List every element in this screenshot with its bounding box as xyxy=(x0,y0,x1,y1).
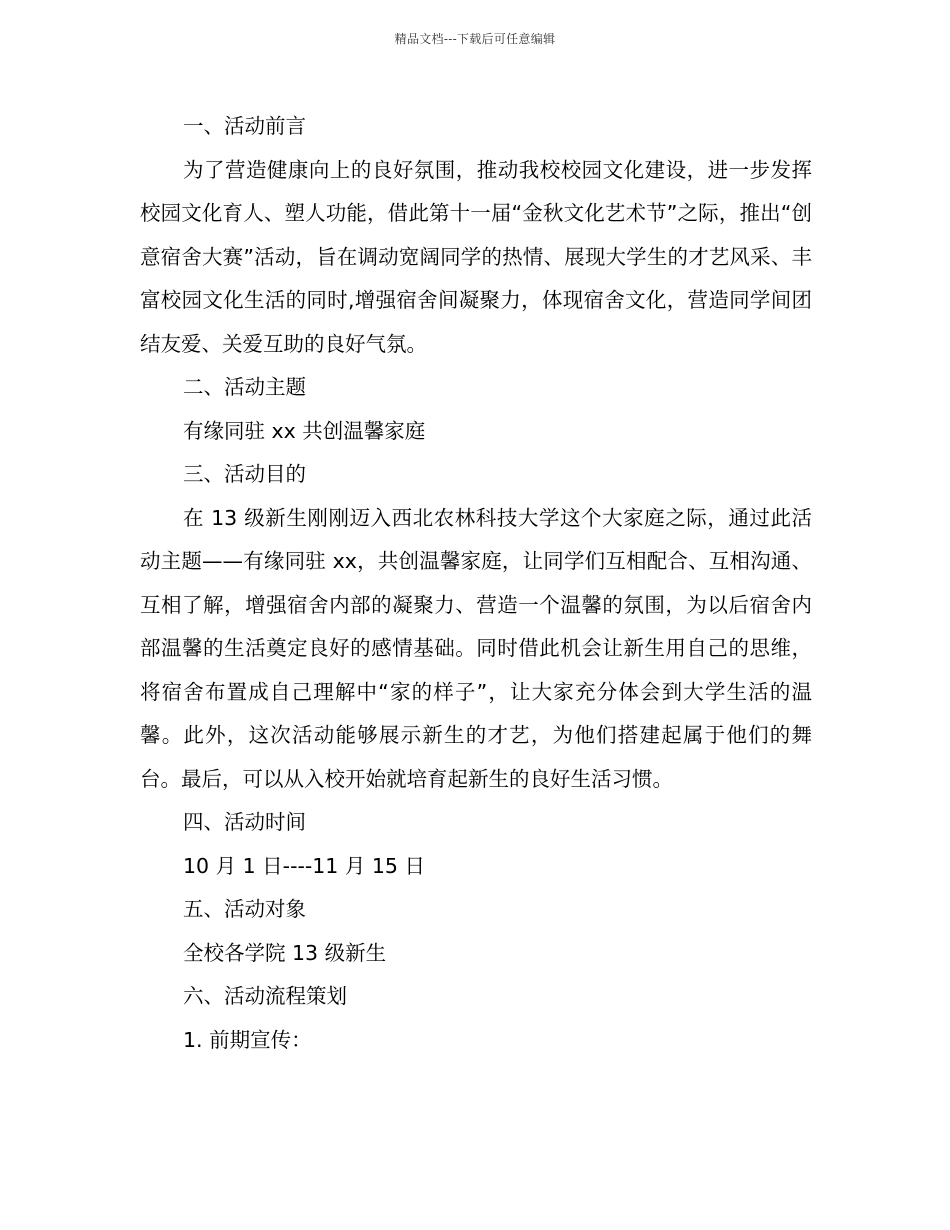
document-body xyxy=(140,105,812,1062)
section-heading-preface: 一、活动前言 xyxy=(183,114,306,138)
section-heading-purpose: 三、活动目的 xyxy=(183,462,306,486)
section-heading-process: 六、活动流程策划 xyxy=(183,984,347,1008)
paragraph-preface: 为了营造健康向上的良好氛围，推动我校校园文化建设，进一步发挥校园文化育人、塑人功能，借此第十一届“金秋文化艺术节”之际，推出“创意宿舍大赛”活动，旨在调动宽阔同学的热情、展现大学生的才艺风采、丰富校园文化生活的同时,增强宿舍间凝聚力，体现宿舍文化，营造同学间团结友爱、关爱互助的良好气氛。 xyxy=(140,157,812,356)
list-item-publicity: 1. 前期宣传： xyxy=(183,1027,312,1052)
paragraph-purpose: 在 13 级新生刚刚迈入西北农林科技大学这个大家庭之际，通过此活动主题——有缘同驻 xx，共创温馨家庭，让同学们互相配合、互相沟通、互相了解，增强宿舍内部的凝聚力、营造一个温馨的氛围，为以后宿舍内部温馨的生活奠定良好的感情基础。同时借此机会让新生用自己的思维，将宿舍布置成自己理解中“家的样子”，让大家充分体会到大学生活的温馨。此外，这次活动能够展示新生的才艺，为他们搭建起属于他们的舞台。最后，可以从入校开始就培育起新生的良好生活习惯。 xyxy=(140,505,812,791)
paragraph-time: 10 月 1 日----11 月 15 日 xyxy=(183,853,425,878)
page-header: 精品文档---下载后可任意编辑 xyxy=(394,32,556,46)
section-heading-audience: 五、活动对象 xyxy=(183,897,306,921)
paragraph-audience: 全校各学院 13 级新生 xyxy=(183,940,387,965)
section-heading-time: 四、活动时间 xyxy=(183,810,306,834)
paragraph-theme: 有缘同驻 xx 共创温馨家庭 xyxy=(183,418,426,443)
section-heading-theme: 二、活动主题 xyxy=(183,375,306,399)
